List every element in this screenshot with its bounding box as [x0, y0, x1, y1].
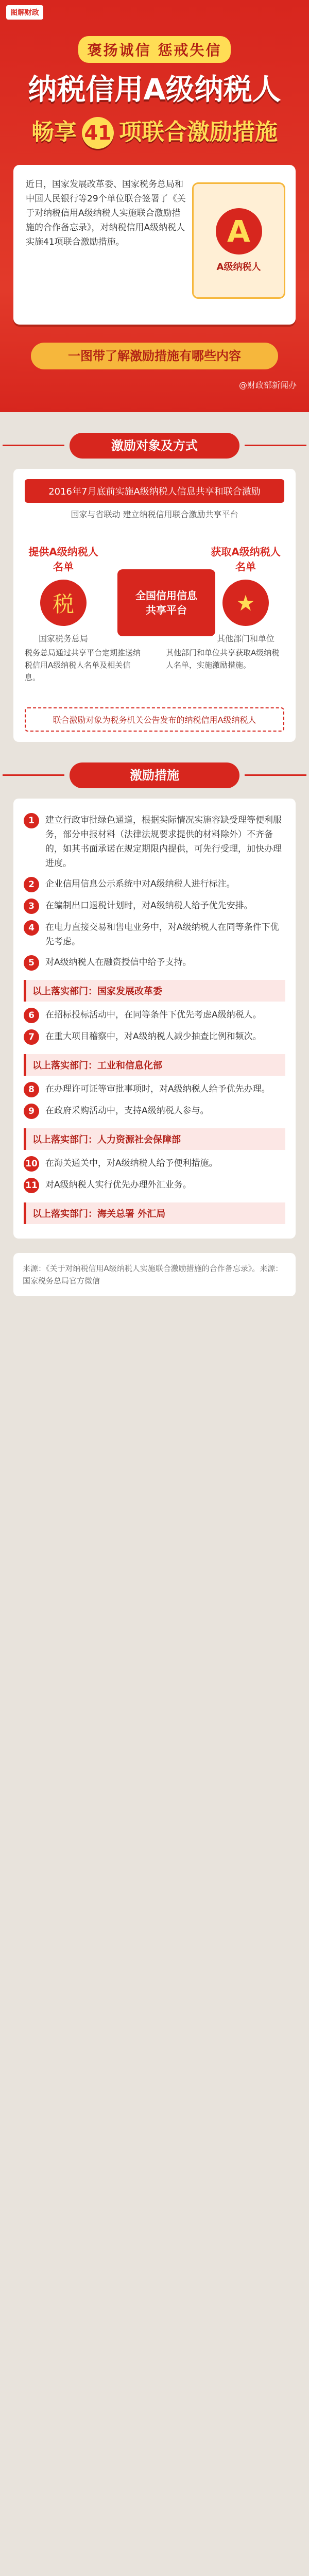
- measure-text: 在重大项目稽察中，对A级纳税人减少抽查比例和频次。: [45, 1031, 262, 1042]
- measure-number: 1: [24, 813, 39, 828]
- measure-number: 10: [24, 1156, 39, 1172]
- measure-number: 4: [24, 920, 39, 936]
- platform-line1: 全国信用信息: [135, 589, 197, 602]
- receiver-subtitle: 其他部门和单位: [216, 634, 274, 643]
- measures-list: [13, 799, 296, 1239]
- measure-text: 在电力直接交易和售电业务中，对A级纳税人在同等条件下优先考虑。: [45, 922, 279, 947]
- measure-item: [24, 1104, 285, 1119]
- page-title: 纳税信用A级纳税人: [28, 73, 281, 107]
- mechanism-title: 2016年7月底前实施A级纳税人信息共享和联合激励: [25, 479, 284, 503]
- department-label: 以上落实部门：国家发展改革委: [24, 980, 285, 1002]
- mechanism-subtitle: 国家与省联动 建立纳税信用联合激励共享平台: [71, 510, 238, 519]
- hero-banner: [0, 0, 309, 412]
- section-heading-targets: 激励对象及方式: [70, 433, 239, 459]
- departments-icon: ★: [222, 580, 269, 626]
- measure-text: 建立行政审批绿色通道，根据实际情况实施容缺受理等便利服务，部分申报材料（法律法规要求提供的材料除外）不齐备的，如其书面承诺在规定期限内提供，可先行受理，加快办理进度。: [45, 815, 282, 869]
- mechanism-diagram: [25, 528, 284, 698]
- a-letter-icon: A: [216, 208, 262, 255]
- platform-line2: 共享平台: [146, 604, 187, 616]
- measure-text: 在招标投标活动中，在同等条件下优先考虑A级纳税人。: [45, 1010, 262, 1020]
- measure-number: 8: [24, 1082, 39, 1097]
- section-heading-measures: 激励措施: [70, 762, 239, 788]
- provider-subtitle: 国家税务总局: [38, 634, 88, 643]
- receiver-note: 其他部门和单位共享获取A级纳税人名单，实施激励措施。: [166, 648, 280, 670]
- measure-item: [24, 1082, 285, 1097]
- provider-node: [25, 544, 102, 644]
- measure-text: 在政府采购活动中，支持A级纳税人参与。: [45, 1106, 209, 1116]
- source-mark: @财政部新闻办: [238, 380, 297, 390]
- measure-item: [24, 899, 285, 914]
- measure-item: [24, 1029, 285, 1045]
- measure-number: 6: [24, 1008, 39, 1023]
- department-label: 以上落实部门：工业和信息化部: [24, 1054, 285, 1076]
- a-level-label: A级纳税人: [216, 262, 261, 273]
- measure-item: [24, 955, 285, 971]
- platform-node: [117, 569, 215, 636]
- intro-card: [13, 165, 296, 325]
- measure-number: 9: [24, 1104, 39, 1119]
- measure-item: [24, 1008, 285, 1023]
- intro-text: 近日，国家发展改革委、国家税务总局和中国人民银行等29个单位联合签署了《关于对纳税信用A级纳税人实施联合激励措施的合作备忘录》，对纳税信用A级纳税人实施41项联合激励措施。: [26, 179, 186, 247]
- slogan: 褒扬诚信 惩戒失信: [78, 36, 231, 63]
- provider-note: 税务总局通过共享平台定期推送纳税信用A级纳税人名单及相关信息。: [25, 648, 141, 682]
- measure-text: 在办理许可证等审批事项时，对A级纳税人给予优先办理。: [45, 1084, 270, 1094]
- subtitle-part1: 畅享: [31, 119, 77, 145]
- a-level-badge: [192, 182, 285, 299]
- tagline: 一图带了解激励措施有哪些内容: [31, 343, 278, 369]
- measure-number: 3: [24, 899, 39, 914]
- receiver-title: 获取A级纳税人名单: [211, 546, 281, 573]
- measure-text: 企业信用信息公示系统中对A级纳税人进行标注。: [45, 879, 235, 889]
- mechanism-footnote: 联合激励对象为税务机关公告发布的纳税信用A级纳税人: [25, 707, 284, 732]
- measure-item: [24, 1156, 285, 1172]
- mechanism-panel: [13, 469, 296, 742]
- measure-number: 11: [24, 1178, 39, 1193]
- measure-number: 5: [24, 955, 39, 971]
- receiver-node: [207, 544, 284, 644]
- page-subtitle: [0, 113, 309, 149]
- tax-bureau-icon: 税: [40, 580, 87, 626]
- measure-item: [24, 813, 285, 871]
- measure-item: [24, 877, 285, 892]
- subtitle-part2: 项联合激励措施: [119, 119, 278, 145]
- subtitle-number: 41: [82, 117, 114, 149]
- measure-item: [24, 920, 285, 949]
- brand-logo[interactable]: 图解财政: [6, 5, 43, 20]
- measure-text: 在编制出口退税计划时，对A级纳税人给予优先安排。: [45, 901, 253, 911]
- measure-text: 对A级纳税人实行优先办理外汇业务。: [45, 1180, 192, 1190]
- measure-text: 在海关通关中，对A级纳税人给予便利措施。: [45, 1158, 218, 1168]
- measure-number: 2: [24, 877, 39, 892]
- department-label: 以上落实部门：人力资源社会保障部: [24, 1128, 285, 1150]
- measure-number: 7: [24, 1029, 39, 1045]
- measure-text: 对A级纳税人在融资授信中给予支持。: [45, 957, 192, 968]
- department-label: 以上落实部门：海关总署 外汇局: [24, 1202, 285, 1224]
- slogan-wrap: [0, 36, 309, 63]
- measure-item: [24, 1178, 285, 1193]
- provider-title: 提供A级纳税人名单: [28, 546, 98, 573]
- source-footer: 来源：《关于对纳税信用A级纳税人实施联合激励措施的合作备忘录》。来源：国家税务总局官方微信: [13, 1253, 296, 1296]
